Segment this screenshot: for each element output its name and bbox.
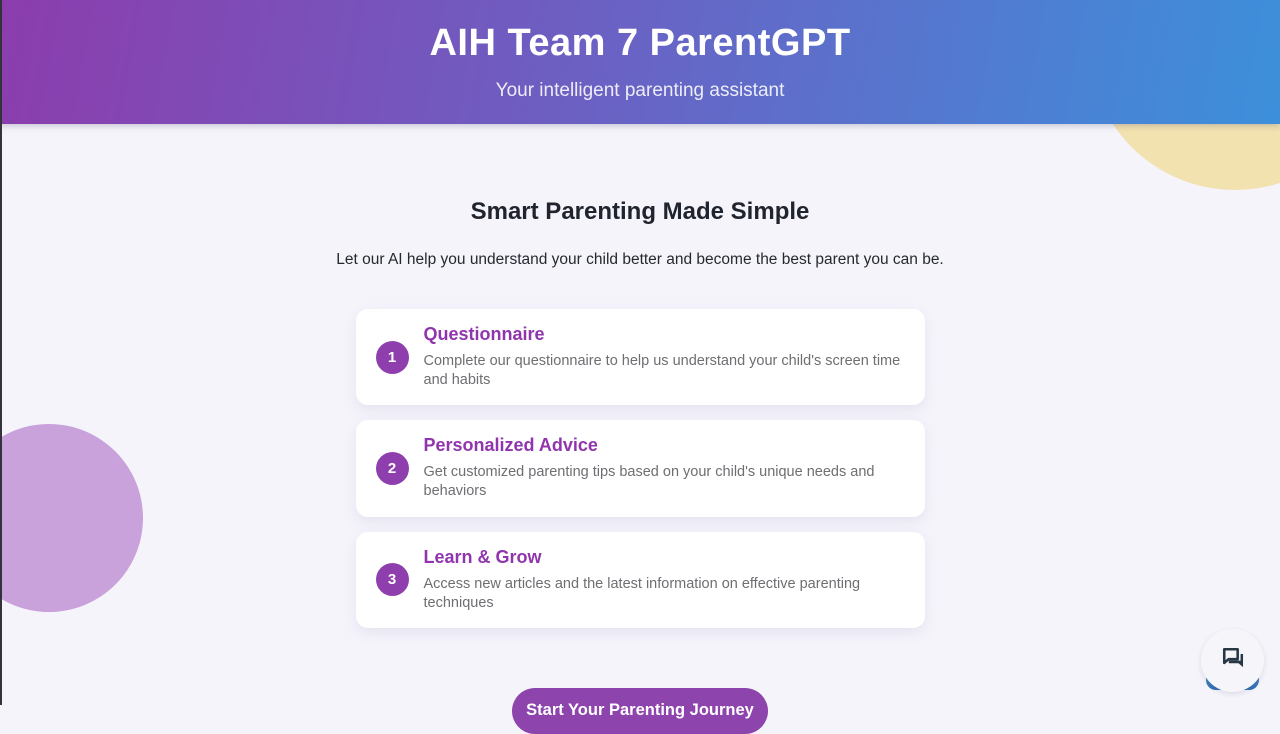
step-card-questionnaire [356,309,925,405]
step-number-badge: 3 [376,563,409,596]
app-header [0,0,1280,124]
step-description: Get customized parenting tips based on your child's unique needs and behaviors [423,464,875,500]
step-title: Questionnaire [423,324,545,344]
app-title: AIH Team 7 ParentGPT [429,22,851,64]
forum-icon [1219,644,1247,677]
hero-subheading: Let our AI help you understand your child better and become the best parent you can be. [336,251,944,268]
step-number-badge: 2 [376,452,409,485]
step-description: Complete our questionnaire to help us understand your child's screen time and habits [423,353,901,389]
step-card-body [424,435,901,501]
main-content [0,124,1280,734]
chat-widget-circle [1201,629,1264,692]
step-card-body [424,547,901,613]
step-number-badge: 1 [376,341,409,374]
hero-heading: Smart Parenting Made Simple [470,198,810,225]
start-journey-button[interactable]: Start Your Parenting Journey [512,688,768,734]
step-title: Personalized Advice [423,435,598,456]
step-card-personalized-advice [356,420,925,516]
step-card-body [424,324,901,390]
chat-widget-button[interactable] [1201,629,1264,692]
step-title: Learn & Grow [423,546,542,567]
step-description: Access new articles and the latest information on effective parenting techniques [423,575,861,611]
app-subtitle: Your intelligent parenting assistant [495,80,785,101]
steps-list [356,309,925,628]
screen-edge-line [0,0,2,705]
step-card-learn-grow [356,532,925,628]
